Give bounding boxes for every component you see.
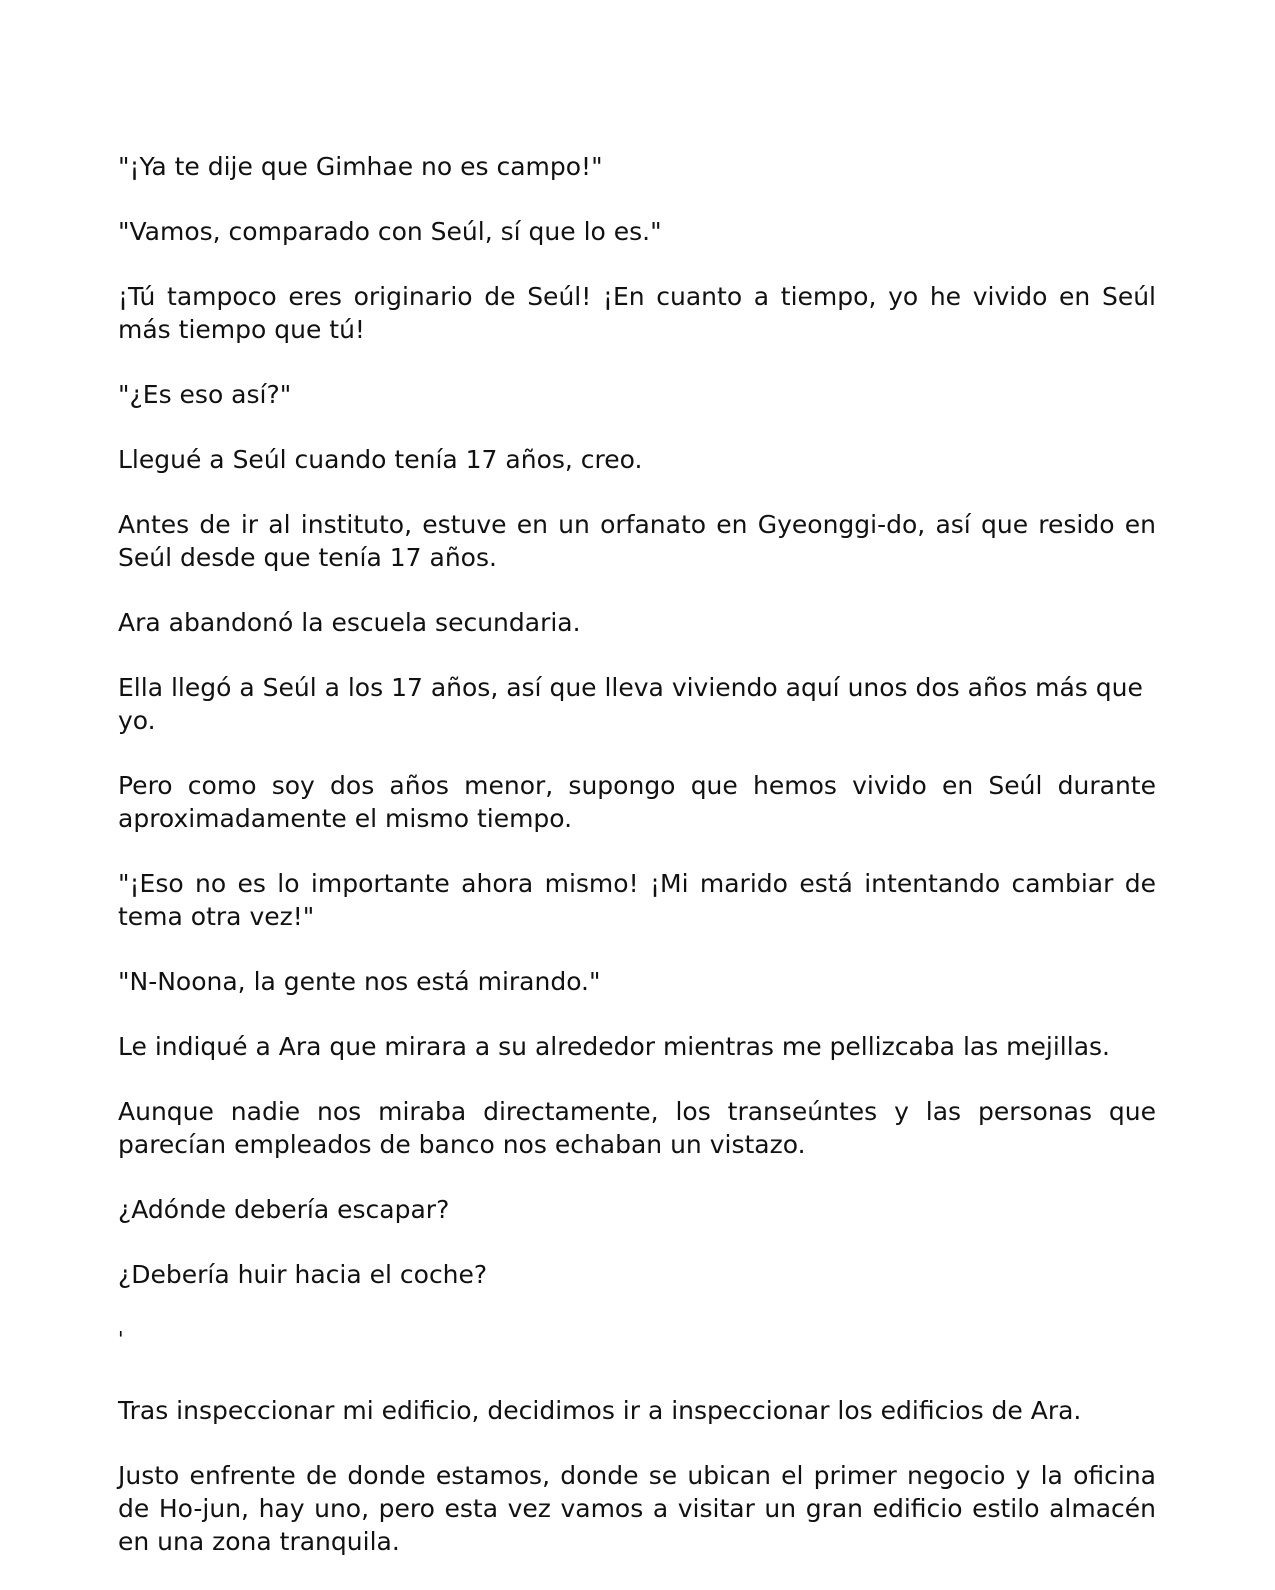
paragraph: Le indiqué a Ara que mirara a su alrededor mientras me pellizcaba las mejillas. bbox=[118, 1032, 1110, 1061]
paragraph: ¿Debería huir hacia el coche? bbox=[118, 1260, 488, 1289]
paragraph: Ella llegó a Seúl a los 17 años, así que lleva viviendo aquí unos dos años más que yo. bbox=[118, 673, 1143, 735]
document-body bbox=[118, 150, 1156, 1590]
paragraph: Pero como soy dos años menor, supongo que hemos vivido en Seúl durante aproximadamente el mismo tiempo. bbox=[118, 771, 1156, 833]
paragraph: ¿Adónde debería escapar? bbox=[118, 1195, 450, 1224]
paragraph: Antes de ir al instituto, estuve en un orfanato en Gyeonggi-do, así que resido en Seúl desde que tenía 17 años. bbox=[118, 510, 1156, 572]
paragraph: Llegué a Seúl cuando tenía 17 años, creo. bbox=[118, 445, 643, 474]
paragraph: ¡Tú tampoco eres originario de Seúl! ¡En cuanto a tiempo, yo he vivido en Seúl más tiempo que tú! bbox=[118, 282, 1156, 344]
paragraph: "¡Ya te dije que Gimhae no es campo!" bbox=[118, 152, 603, 181]
paragraph: "¿Es eso así?" bbox=[118, 380, 292, 409]
paragraph: "N-Noona, la gente nos está mirando." bbox=[118, 967, 601, 996]
paragraph: Aunque nadie nos miraba directamente, los transeúntes y las personas que parecían empleados de banco nos echaban un vistazo. bbox=[118, 1097, 1156, 1159]
paragraph: "Vamos, comparado con Seúl, sí que lo es." bbox=[118, 217, 662, 246]
paragraph: "¡Eso no es lo importante ahora mismo! ¡Mi marido está intentando cambiar de tema otra vez!" bbox=[118, 869, 1156, 931]
paragraph: Justo enfrente de donde estamos, donde se ubican el primer negocio y la oficina de Ho-jun, hay uno, pero esta vez vamos a visitar un gran edificio estilo almacén en una zona tranquila. bbox=[118, 1461, 1156, 1556]
stray-apostrophe: ' bbox=[118, 1327, 124, 1351]
paragraph: Tras inspeccionar mi edificio, decidimos ir a inspeccionar los edificios de Ara. bbox=[118, 1396, 1082, 1425]
paragraph: Ara abandonó la escuela secundaria. bbox=[118, 608, 581, 637]
